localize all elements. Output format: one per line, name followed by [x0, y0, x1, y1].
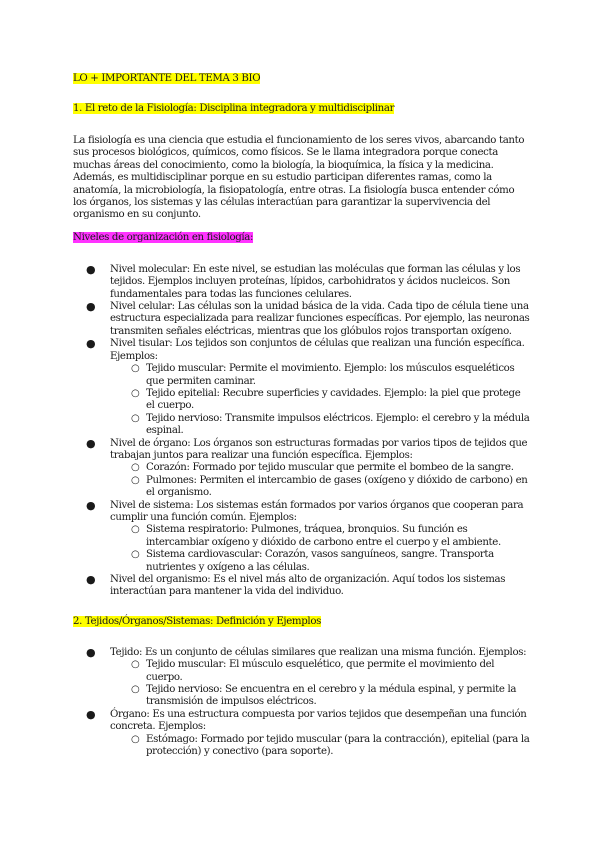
circle-bullet-icon: ○ — [131, 684, 140, 696]
bullet-icon: ● — [86, 300, 96, 314]
sub-list-item: ○ Sistema respiratorio: Pulmones, tráquea, bronquios. Su función es intercambiar oxígeno y dióxido de carbono entre el cuerpo y el ambiente. — [131, 524, 501, 548]
list-item: ● Órgano: Es una estructura compuesta por varios tejidos que desempeñan una función concreta. Ejemplos: ○ Estómago: Formado por tejido muscular (para la contracción), epitelial (para la protección) y conectivo (para soporte). — [86, 707, 530, 758]
sub-list-item: ○ Tejido muscular: El músculo esquelético, que permite el movimiento del cuerpo. — [131, 659, 495, 683]
circle-bullet-icon: ○ — [131, 524, 140, 536]
list-item: ● Nivel de órgano: Los órganos son estructuras formadas por varios tipos de tejidos que trabajan juntos para realizar una función específica. Ejemplos: ○ Corazón: Formado por tejido muscular que permite el bombeo de la sangre. ○ Pulmones: Permiten el intercambio de gases (oxígeno y dióxido de carbono) en el organismo. — [73, 438, 530, 500]
circle-bullet-icon: ○ — [131, 387, 140, 399]
sub-list-item: ○ Tejido nervioso: Transmite impulsos eléctricos. Ejemplo: el cerebro y la médula espinal. — [131, 412, 530, 437]
bullet-icon: ● — [86, 498, 96, 512]
definitions-list — [73, 647, 530, 759]
sub-list — [110, 363, 530, 437]
levels-list — [73, 264, 530, 599]
section-1-heading: 1. El reto de la Fisiología: Disciplina integradora y multidisciplinar — [73, 103, 395, 114]
list-item: ● Tejido: Es un conjunto de células similares que realizan una misma función. Ejemplos: ○ Tejido muscular: El músculo esquelético, que permite el movimiento del cuerpo. ○ Tejido nervioso: Se encuentra en el cerebro y la médula espinal, y permite la transmisión de impulsos eléctricos. — [73, 647, 530, 709]
sub-list-item: ○ Sistema cardiovascular: Corazón, vasos sanguíneos, sangre. Transporta nutrientes y oxígeno a las células. — [131, 549, 494, 573]
circle-bullet-icon: ○ — [131, 462, 140, 474]
list-item: ● Nivel celular: Las células son la unidad básica de la vida. Cada tipo de célula tiene una estructura especializada para realizar funciones específicas. Por ejemplo, las neuronas transmiten señales eléctricas, mientras que los glóbulos rojos transportan oxígeno. — [86, 300, 530, 337]
sub-list-item: ○ Corazón: Formado por tejido muscular que permite el bombeo de la sangre. — [131, 462, 514, 474]
bullet-icon: ● — [86, 436, 96, 450]
circle-bullet-icon: ○ — [131, 363, 140, 375]
bullet-icon: ● — [86, 262, 96, 276]
bullet-icon: ● — [86, 337, 96, 351]
sub-list-item: ○ Pulmones: Permiten el intercambio de gases (oxígeno y dióxido de carbono) en el organismo. — [131, 474, 528, 499]
list-item: ● Nivel tisular: Los tejidos son conjuntos de células que realizan una función específica. Ejemplos: ○ Tejido muscular: Permite el movimiento. Ejemplo: los músculos esqueléticos que permiten caminar. ○ Tejido epitelial: Recubre superficies y cavidades. Ejemplo: la piel que protege el cuerpo. ○ Tejido nervioso: Transmite impulsos eléctricos. Ejemplo: el cerebro y la médula espinal. — [86, 337, 530, 437]
sub-list — [110, 462, 530, 499]
sub-list-item: ○ Estómago: Formado por tejido muscular (para la contracción), epitelial (para la protección) y conectivo (para soporte). — [131, 733, 530, 758]
intro-paragraph: La fisiología es una ciencia que estudia el funcionamiento de los seres vivos, abarcando tanto sus procesos biológicos, químicos, como físicos. Se le llama integradora porque conecta muchas áreas del conocimiento, como la biología, la bioquímica, la física y la medicina. Además, es multidisciplinar porque en su estudio participan diferentes ramas, como la anatomía, la microbiología, la fisiopatología, entre otras. La fisiología busca entender cómo los órganos, los sistemas y las células interactúan para garantizar la supervivencia del organismo en su conjunto. — [73, 135, 525, 221]
circle-bullet-icon: ○ — [131, 474, 140, 486]
list-item: ● Nivel del organismo: Es el nivel más alto de organización. Aquí todos los sistemas interactúan para mantener la vida del individuo. — [86, 573, 506, 598]
document-title: LO + IMPORTANTE DEL TEMA 3 BIO — [73, 73, 261, 84]
list-item: ● Nivel molecular: En este nivel, se estudian las moléculas que forman las células y los tejidos. Ejemplos incluyen proteínas, lípidos, carbohidratos y ácidos nucleicos. Son fundamentales para todas las funciones celulares. — [86, 262, 521, 300]
sub-list — [110, 734, 530, 759]
circle-bullet-icon: ○ — [131, 659, 140, 671]
sub-list — [110, 659, 530, 709]
list-item: ● Nivel de sistema: Los sistemas están formados por varios órganos que cooperan para cumplir una función común. Ejemplos: ○ Sistema respiratorio: Pulmones, tráquea, bronquios. Su función es intercambiar oxígeno y dióxido de carbono entre el cuerpo y el ambiente. ○ Sistema cardiovascular: Corazón, vasos sanguíneos, sangre. Transporta nutrientes y oxígeno a las células. — [73, 500, 530, 574]
circle-bullet-icon: ○ — [131, 549, 140, 561]
bullet-icon: ● — [86, 573, 96, 586]
circle-bullet-icon: ○ — [131, 733, 140, 745]
sub-list — [110, 524, 530, 574]
section-2-heading: 2. Tejidos/Órganos/Sistemas: Definición y Ejemplos — [73, 615, 321, 627]
circle-bullet-icon: ○ — [131, 412, 140, 424]
bullet-icon: ● — [86, 707, 96, 721]
sub-list-item: ○ Tejido nervioso: Se encuentra en el cerebro y la médula espinal, y permite la transmisión de impulsos eléctricos. — [131, 684, 517, 708]
bullet-icon: ● — [86, 645, 96, 659]
sub-list-item: ○ Tejido epitelial: Recubre superficies y cavidades. Ejemplo: la piel que protege el cuerpo. — [131, 387, 521, 412]
sub-list-item: ○ Tejido muscular: Permite el movimiento. Ejemplo: los músculos esqueléticos que permiten caminar. — [131, 363, 515, 387]
levels-heading: Niveles de organización en fisiología: — [73, 231, 254, 243]
